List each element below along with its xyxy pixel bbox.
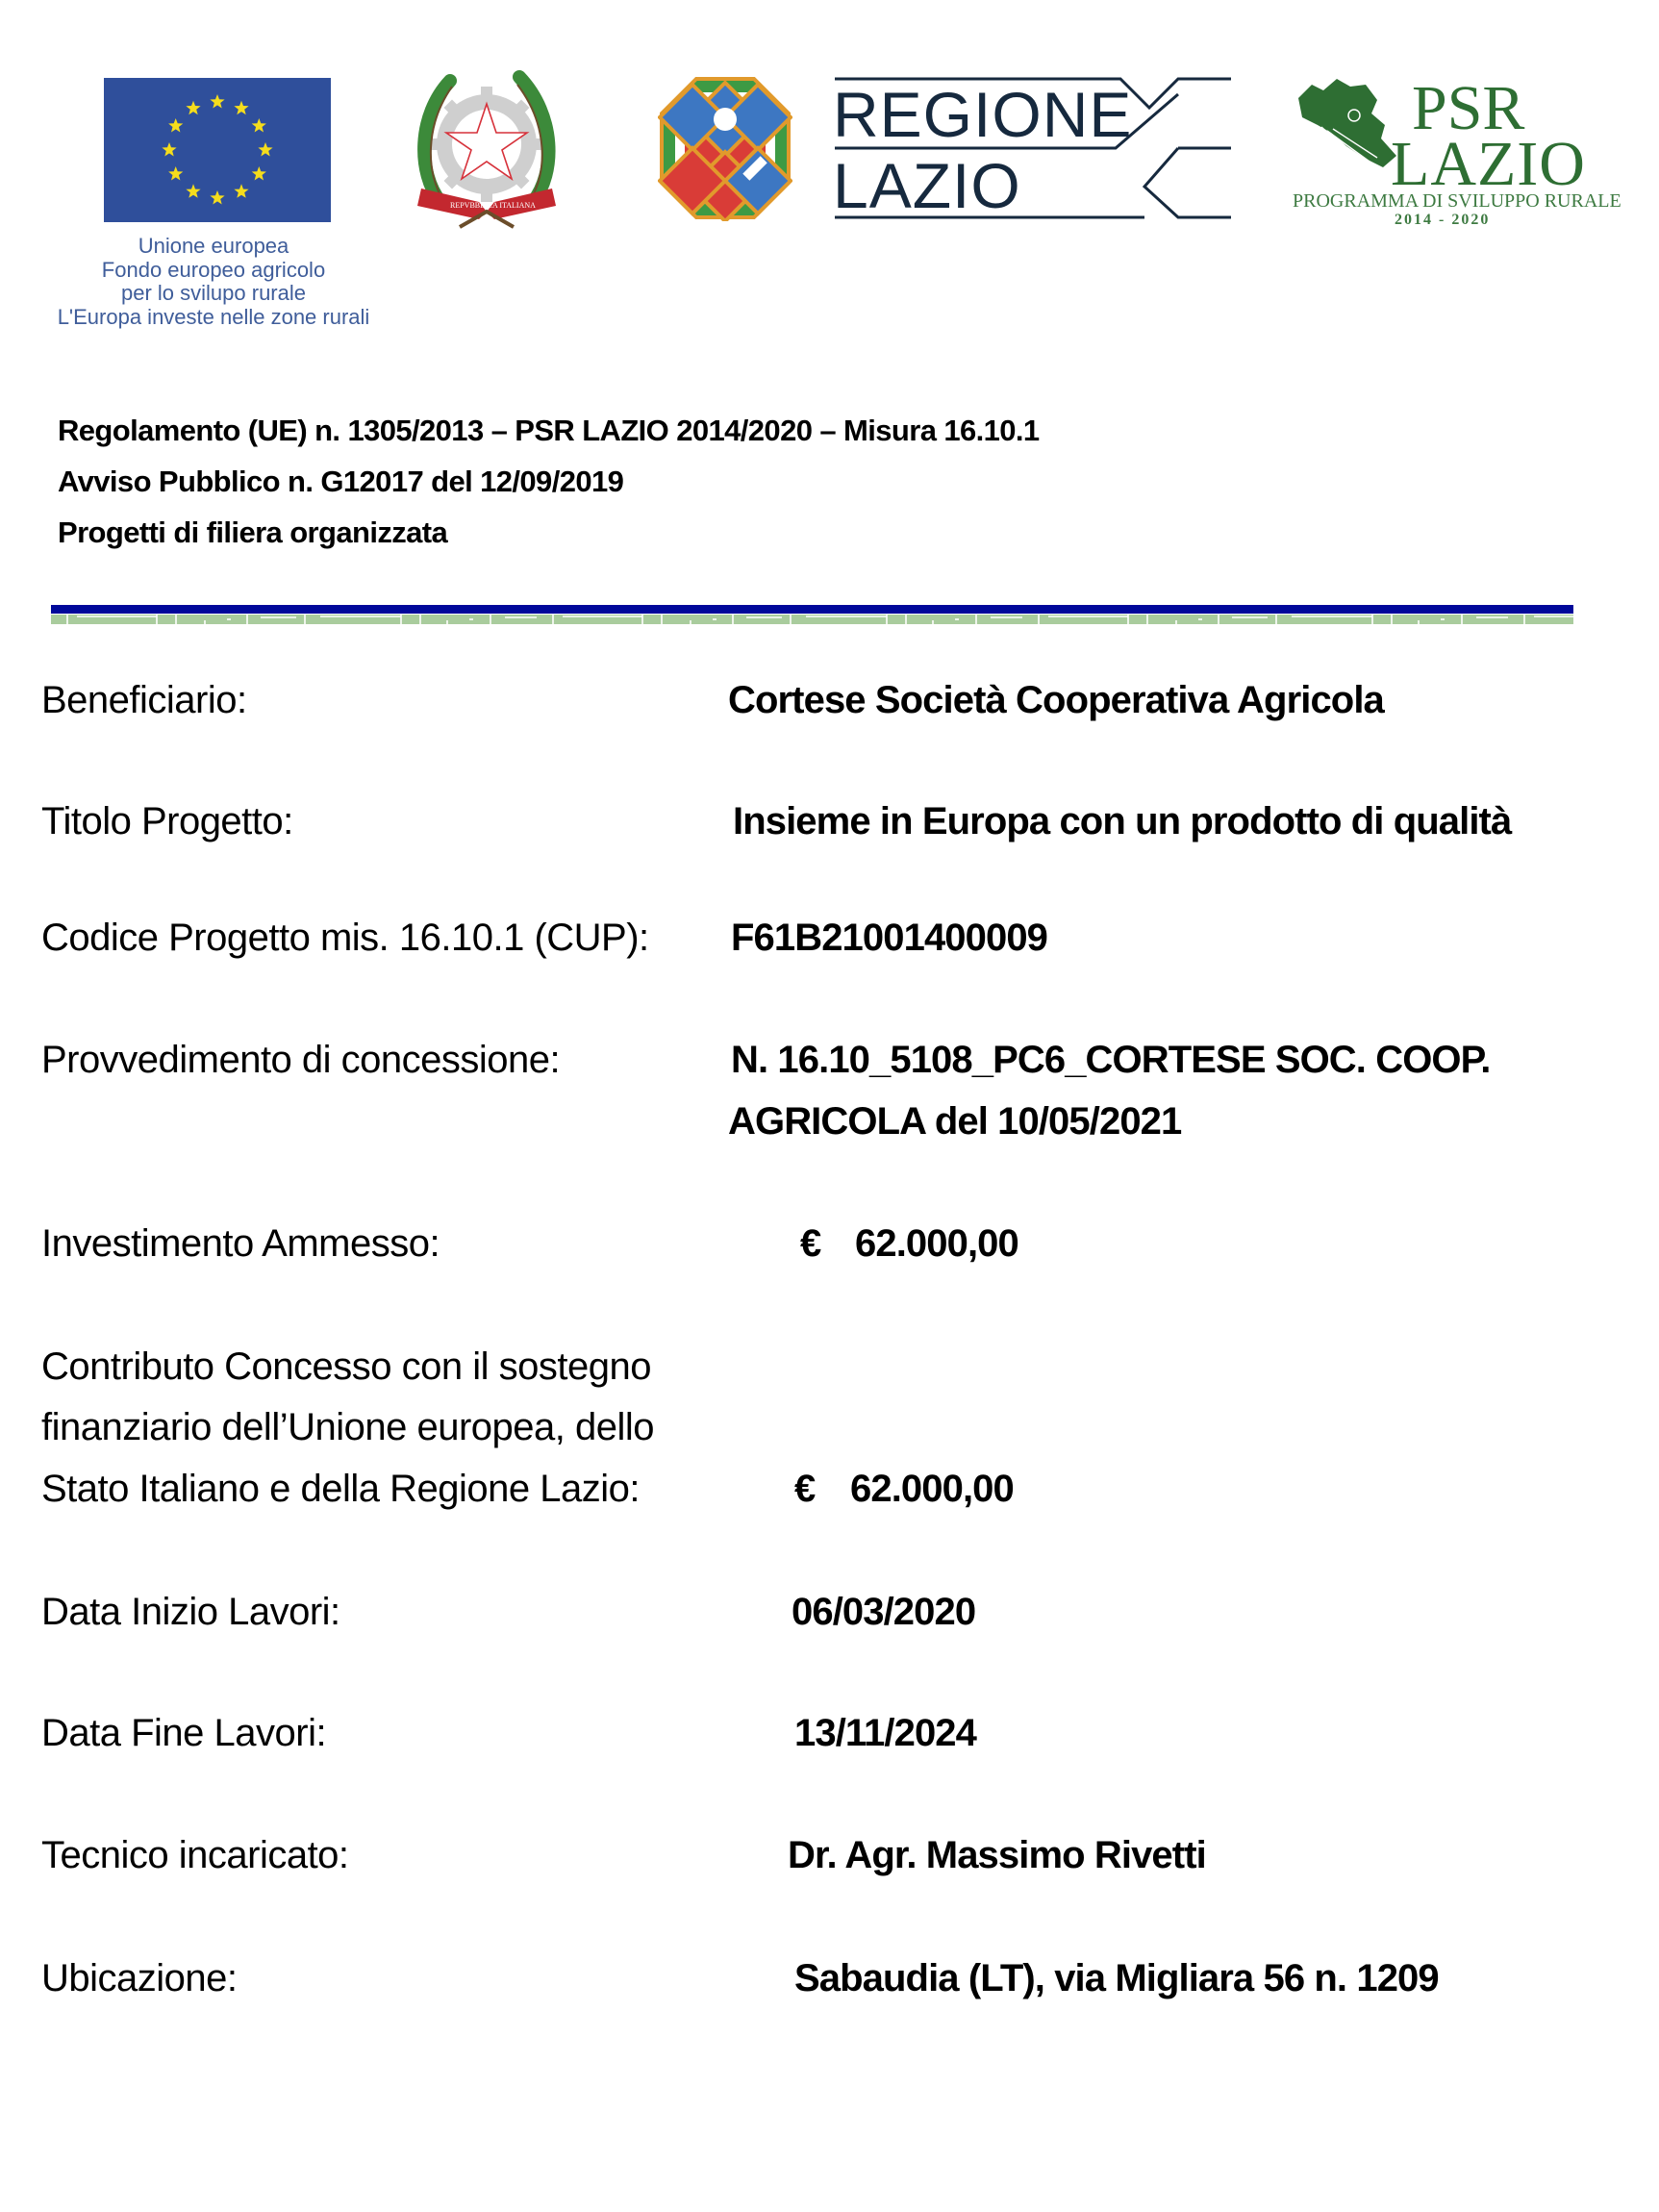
eu-caption: [31, 235, 396, 329]
eu-caption-line: Fondo europeo agricolo: [101, 257, 326, 282]
psr-lazio-word: LAZIO: [1391, 129, 1586, 199]
eu-caption-line: per lo svilupo rurale: [121, 281, 306, 305]
eu-flag-icon: [104, 78, 331, 222]
lazio-word: LAZIO: [833, 150, 1021, 221]
tecnico-label: Tecnico incaricato:: [41, 1834, 349, 1876]
italian-republic-emblem-icon: [412, 67, 562, 233]
eu-caption-line: L'Europa investe nelle zone rurali: [57, 304, 370, 329]
investimento-currency: €: [800, 1222, 821, 1265]
contributo-label-line3: Stato Italiano e della Regione Lazio:: [41, 1468, 640, 1510]
contributo-amount: 62.000,00: [850, 1468, 1014, 1510]
ubicazione-value: Sabaudia (LT), via Migliara 56 n. 1209: [794, 1957, 1439, 1999]
data-inizio-value: 06/03/2020: [792, 1591, 976, 1633]
regione-lazio-crest-icon: [658, 75, 792, 221]
codice-progetto-value: F61B21001400009: [731, 917, 1048, 959]
header-divider: [51, 605, 1573, 625]
provvedimento-value-line2: AGRICOLA del 10/05/2021: [728, 1100, 1182, 1143]
data-inizio-label: Data Inizio Lavori:: [41, 1591, 340, 1633]
emblem-ribbon-text: REPVBBLICA ITALIANA: [450, 201, 536, 210]
beneficiario-label: Beneficiario:: [41, 679, 247, 721]
provvedimento-value-line1: N. 16.10_5108_PC6_CORTESE SOC. COOP.: [731, 1039, 1491, 1081]
eu-caption-line: Unione europea: [138, 234, 289, 258]
psr-lazio-logo: [1289, 71, 1635, 235]
lazio-map-icon: [1289, 75, 1404, 181]
provvedimento-label: Provvedimento di concessione:: [41, 1039, 561, 1081]
contributo-label-line1: Contributo Concesso con il sostegno: [41, 1345, 651, 1388]
regione-word: REGIONE: [833, 79, 1133, 150]
contributo-currency: €: [794, 1468, 816, 1510]
titolo-progetto-label: Titolo Progetto:: [41, 800, 293, 842]
psr-years: 2014 - 2020: [1395, 212, 1491, 228]
ubicazione-label: Ubicazione:: [41, 1957, 238, 1999]
header-regulation: Regolamento (UE) n. 1305/2013 – PSR LAZIO 2014/2020 – Misura 16.10.1: [58, 414, 1040, 447]
divider-green-band: [51, 615, 1573, 624]
data-fine-value: 13/11/2024: [794, 1712, 976, 1754]
contributo-label-line2: finanziario dell’Unione europea, dello: [41, 1406, 654, 1448]
data-fine-label: Data Fine Lavori:: [41, 1712, 327, 1754]
tecnico-value: Dr. Agr. Massimo Rivetti: [788, 1834, 1206, 1876]
header-subject: Progetti di filiera organizzata: [58, 515, 448, 549]
regione-lazio-logo: [808, 73, 1241, 227]
header-notice: Avviso Pubblico n. G12017 del 12/09/2019: [58, 465, 624, 498]
codice-progetto-label: Codice Progetto mis. 16.10.1 (CUP):: [41, 917, 649, 959]
titolo-progetto-value: Insieme in Europa con un prodotto di qualità: [733, 800, 1512, 842]
psr-word: PSR: [1412, 73, 1525, 143]
divider-blue-band: [51, 605, 1573, 614]
psr-subtitle: PROGRAMMA DI SVILUPPO RURALE: [1293, 190, 1621, 212]
investimento-label: Investimento Ammesso:: [41, 1222, 440, 1265]
investimento-amount: 62.000,00: [855, 1222, 1018, 1265]
beneficiario-value: Cortese Società Cooperativa Agricola: [728, 679, 1384, 721]
